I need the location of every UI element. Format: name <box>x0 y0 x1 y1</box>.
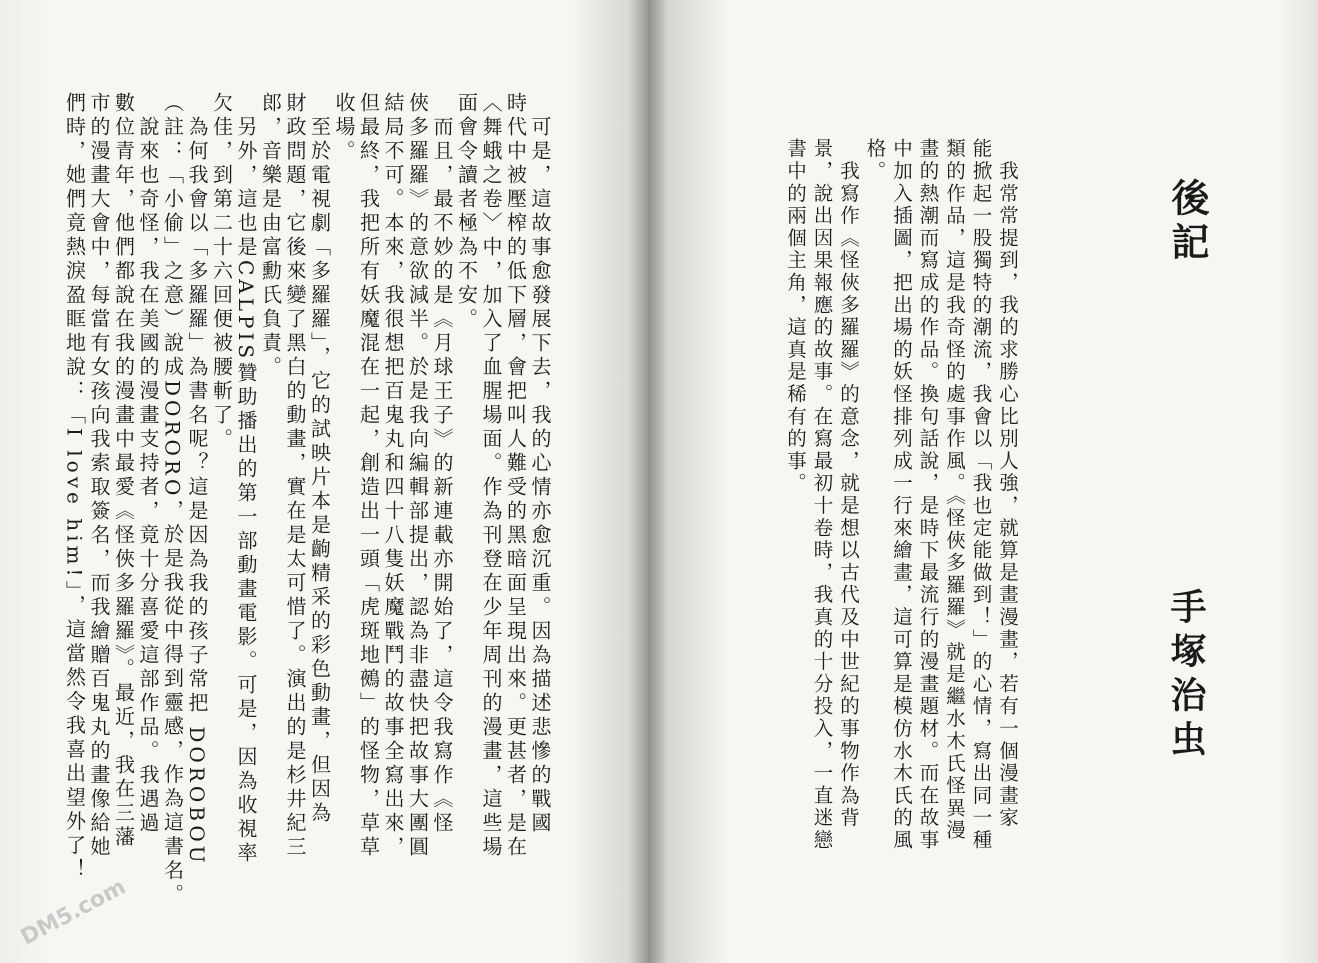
text-column: 收場。 <box>332 92 356 164</box>
text-column: 景，說出因果報應的故事。在寫最初十卷時，我真的十分投入，一直迷戀 <box>810 138 834 852</box>
text-column: 說來也奇怪，我在美國的漫畫支持者，竟十分喜愛這部作品。我遇過 <box>136 92 160 836</box>
text-column: 時代中被壓榨的低下層，會把叫人難受的黑暗面呈現出來。更甚者，是在 <box>503 92 528 860</box>
text-column: 但最終，我把所有妖魔混在一起，創造出一頭「虎斑地鵺」的怪物，草草 <box>356 92 381 860</box>
text-column: 畫的熱潮而寫成的作品。換句話說，是時下最流行的漫畫題材。而在故事 <box>916 138 940 852</box>
text-column: 我寫作《怪俠多羅羅》的意念，就是想以古代及中世紀的事物作為背 <box>837 138 860 830</box>
text-column: 市的漫畫大會中，每當有女孩向我索取簽名，而我繪贈百鬼丸的畫像給她 <box>87 92 111 860</box>
text-column: 中加入插圖，把出場的妖怪排列成一行來繪畫，這可算是模仿水木氏的風 <box>890 138 913 852</box>
left-page <box>0 0 648 963</box>
watermark-logo: DM5.com <box>16 874 131 951</box>
text-column: 我常常提到，我的求勝心比別人強，就算是畫漫畫，若有一個漫畫家 <box>996 138 1019 830</box>
text-column: 結局不可。本來，我很想把百鬼丸和四十八隻妖魔戰鬥的故事全寫出來， <box>381 92 405 860</box>
text-column: 可是，這故事愈發展下去，我的心情亦愈沉重。因為描述悲慘的戰國 <box>528 92 552 836</box>
left-page-text <box>62 92 552 907</box>
text-column: 而且，最不妙的是《月球王子》的新連載亦開始了，這令我寫作《怪 <box>430 92 454 836</box>
text-column: 面會令讀者極為不安。 <box>454 92 479 332</box>
text-column: 能掀起一股獨特的潮流，我會以「我也定能做到！」的心情，寫出同一種 <box>969 138 993 852</box>
text-column: 財政問題，它後來變了黑白的動畫，實在是太可惜了。演出的是杉井紀三 <box>283 92 307 860</box>
text-column: 欠佳，到第二十六回便被腰斬了。 <box>209 92 234 452</box>
text-column: 至於電視劇「多羅羅」，它的試映片本是齣精采的彩色動畫，但因為 <box>307 92 332 826</box>
text-column: （註：「小偷」之意）說成DORORO，於是我從中得到靈感，作為這書名。 <box>160 92 185 908</box>
text-column: 格。 <box>863 138 887 183</box>
right-page-text <box>780 138 1020 852</box>
author-name: 手塚治虫 <box>1165 588 1206 764</box>
text-column: 郎，音樂是由富勳氏負責。 <box>258 92 283 380</box>
text-column: 類的作品，這是我奇怪的處事作風。《怪俠多羅羅》就是繼水木氏怪異漫 <box>943 138 966 842</box>
text-column: 數位青年，他們都說在我的漫畫中最愛《怪俠多羅羅》。最近，我在三藩 <box>111 92 136 850</box>
text-column: 為何我會以「多羅羅」為書名呢？這是因為我的孩子常把 DOROBOU <box>185 92 209 867</box>
text-column: 〈舞蛾之卷〉中，加入了血腥場面。作為刊登在少年周刊的漫畫，這些場 <box>479 92 503 860</box>
afterword-title: 後記 <box>1165 178 1209 266</box>
text-column: 們時，她們竟熱淚盈眶地說：「I love him!」，這當然令我喜出望外了！ <box>62 92 87 883</box>
text-column: 書中的兩個主角，這真是稀有的事。 <box>784 138 807 495</box>
text-column: 俠多羅羅》的意欲減半。於是我向編輯部提出，認為非盡快把故事大團圓 <box>405 92 430 860</box>
text-column: 另外，這也是CALPIS贊助播出的第一部動畫電影。可是，因為收視率 <box>234 92 258 867</box>
